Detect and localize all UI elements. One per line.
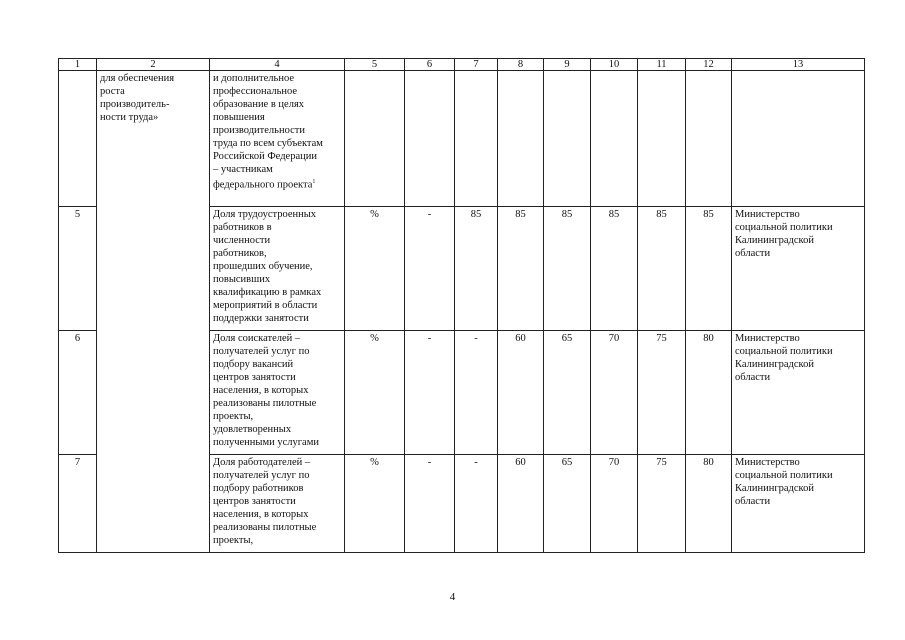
indicator-cell: Доля трудоустроенных работников в численности работников, прошедших обучение, повысивших квалификацию в рамках мероприятий в области поддержки занятости <box>210 207 345 331</box>
value-cell: 85 <box>498 207 544 331</box>
header-cell: 9 <box>544 59 591 71</box>
header-cell: 12 <box>686 59 732 71</box>
value-cell <box>455 71 498 207</box>
value-cell: 60 <box>498 455 544 553</box>
value-cell: - <box>455 331 498 455</box>
header-cell: 1 <box>59 59 97 71</box>
value-cell <box>544 71 591 207</box>
responsible-cell: Министерство социальной политики Калининградской области <box>732 331 865 455</box>
value-cell: 75 <box>638 331 686 455</box>
value-cell: 70 <box>591 455 638 553</box>
row-number: 6 <box>59 331 97 455</box>
value-cell <box>638 71 686 207</box>
base-value-cell: - <box>405 331 455 455</box>
value-cell: 85 <box>591 207 638 331</box>
header-cell: 6 <box>405 59 455 71</box>
header-cell: 4 <box>210 59 345 71</box>
value-cell: 80 <box>686 331 732 455</box>
indicator-text: и дополнительное профессиональное образование в целях повышения производительности труда по всем субъектам Российской Федерации – участникам федерального проекта <box>213 73 323 191</box>
value-cell: 80 <box>686 455 732 553</box>
unit-cell: % <box>345 331 405 455</box>
value-cell: 85 <box>544 207 591 331</box>
indicator-cell: Доля соискателей – получателей услуг по подбору вакансий центров занятости населения, в которых реализованы пилотные проекты, удовлетворенных полученными услугами <box>210 331 345 455</box>
header-cell: 8 <box>498 59 544 71</box>
header-cell: 2 <box>97 59 210 71</box>
row-number: 5 <box>59 207 97 331</box>
value-cell: 75 <box>638 455 686 553</box>
footnote-marker: 1 <box>312 179 316 185</box>
value-cell <box>591 71 638 207</box>
row-number: 7 <box>59 455 97 553</box>
value-cell: 60 <box>498 331 544 455</box>
value-cell: 85 <box>638 207 686 331</box>
value-cell: 70 <box>591 331 638 455</box>
unit-cell: % <box>345 207 405 331</box>
value-cell <box>686 71 732 207</box>
value-cell <box>498 71 544 207</box>
row-number <box>59 71 97 207</box>
table-row <box>59 71 865 207</box>
responsible-cell <box>732 71 865 207</box>
project-name-cell: для обеспечения роста производитель- ности труда» <box>97 71 210 553</box>
header-cell: 7 <box>455 59 498 71</box>
header-cell: 13 <box>732 59 865 71</box>
base-value-cell: - <box>405 207 455 331</box>
base-value-cell: - <box>405 455 455 553</box>
base-value-cell <box>405 71 455 207</box>
responsible-cell: Министерство социальной политики Калининградской области <box>732 455 865 553</box>
value-cell: - <box>455 455 498 553</box>
indicator-cell <box>210 71 345 207</box>
value-cell: 65 <box>544 331 591 455</box>
unit-cell: % <box>345 455 405 553</box>
value-cell: 85 <box>455 207 498 331</box>
header-cell: 11 <box>638 59 686 71</box>
header-cell: 10 <box>591 59 638 71</box>
responsible-cell: Министерство социальной политики Калининградской области <box>732 207 865 331</box>
page-number: 4 <box>449 591 456 603</box>
header-cell: 5 <box>345 59 405 71</box>
value-cell: 65 <box>544 455 591 553</box>
indicators-table <box>58 58 865 553</box>
unit-cell <box>345 71 405 207</box>
header-row <box>59 59 865 71</box>
value-cell: 85 <box>686 207 732 331</box>
indicator-cell: Доля работодателей – получателей услуг по подбору работников центров занятости населения, в которых реализованы пилотные проекты, <box>210 455 345 553</box>
